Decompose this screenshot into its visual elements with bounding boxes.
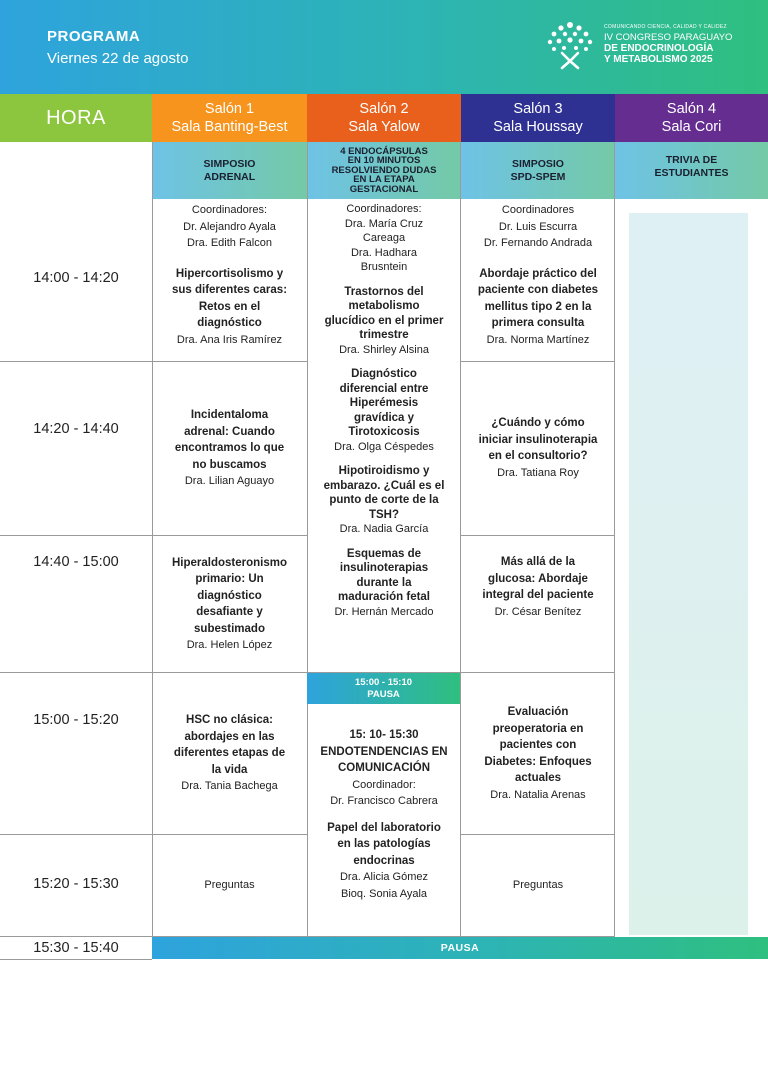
talk-title: diferentes etapas de	[173, 747, 286, 760]
talk-title: metabolismo	[348, 300, 420, 312]
speaker-name: Dra. Helen López	[186, 639, 273, 651]
column-header-salon-3	[461, 94, 615, 142]
talk-title: primera consulta	[491, 317, 585, 329]
talk-title: sus diferentes caras:	[171, 284, 288, 296]
speaker-name: Dra. Lilian Aguayo	[184, 475, 275, 488]
coordinators-label: Coordinadores	[501, 204, 575, 216]
talk-title: Papel del laboratorio	[327, 821, 441, 834]
salon-1-slot-1	[152, 202, 307, 360]
talk-title: TSH?	[368, 508, 400, 521]
grid-line	[460, 361, 615, 362]
talk-title: actuales	[514, 772, 562, 784]
salon-2-pause-banner	[307, 673, 460, 704]
coordinator-name: Dr. Fernando Andrada	[483, 237, 593, 249]
pause-time: 15:00 - 15:10	[354, 676, 413, 688]
talk-title: diferencial entre	[339, 382, 429, 395]
speaker-name: Dra. Ana Iris Ramírez	[176, 333, 283, 346]
talk-title: embarazo. ¿Cuál es el	[323, 479, 445, 492]
salon-2-name: Salón 2	[359, 101, 409, 117]
talk-title: primario: Un	[195, 573, 264, 585]
salon-2-capsules	[307, 202, 461, 672]
talk-title: endocrinas	[353, 854, 415, 867]
salon-1-questions	[152, 835, 307, 936]
talk-title: glucosa: Abordaje	[488, 572, 588, 585]
questions-label: Preguntas	[512, 879, 564, 892]
coordinators-label: Coordinadores:	[346, 203, 422, 215]
session-2-line-5: GESTACIONAL	[349, 183, 419, 195]
talk-title: adrenal: Cuando	[184, 425, 275, 438]
speaker-name: Dra. Tatiana Roy	[497, 466, 579, 479]
talk-title: paciente con diabetes	[477, 284, 599, 296]
pause-label: PAUSA	[367, 688, 400, 700]
talk-title: pacientes con	[499, 739, 577, 751]
time-slot-3: 14:40 - 15:00	[33, 554, 119, 570]
hora-label: HORA	[46, 107, 106, 129]
salon-3-slot-3	[461, 554, 615, 672]
trivia-placeholder-panel	[629, 213, 748, 935]
coordinator-name: Dr. Luis Escurra	[498, 220, 578, 233]
time-slot-5: 15:20 - 15:30	[33, 876, 119, 892]
session-2-line-1: 4 ENDOCÁPSULAS	[340, 145, 428, 157]
speaker-name: Dra. Olga Céspedes	[334, 440, 434, 453]
time-slot-2: 14:20 - 14:40	[33, 421, 119, 437]
column-header-salon-2	[307, 94, 461, 142]
session-header-salon-2	[307, 142, 461, 199]
talk-title: diagnóstico	[197, 317, 262, 329]
talk-title: Hipercortisolismo y	[175, 267, 284, 280]
salon-1-sala: Sala Banting-Best	[171, 119, 288, 135]
session-4-line-1: TRIVIA DE	[665, 154, 718, 166]
talk-title: Retos en el	[198, 300, 261, 313]
coordinator-name: Dr. Francisco Cabrera	[330, 795, 438, 807]
speaker-name: Dr. Hernán Mercado	[334, 605, 434, 618]
salon-3-slot-1	[461, 202, 615, 360]
talk-title: Evaluación	[507, 706, 569, 718]
talk-title: Tirotoxicosis	[348, 426, 420, 438]
salon-3-sala: Sala Houssay	[493, 119, 583, 135]
session-2-line-4: EN LA ETAPA	[353, 174, 415, 186]
logo-line-3: Y METABOLISMO 2025	[604, 54, 713, 65]
grid-line	[460, 535, 615, 536]
coordinator-name: Dra. Hadhara	[350, 246, 418, 259]
header-banner	[0, 0, 768, 94]
session-header-salon-4	[615, 142, 768, 199]
talk-title: insulinoterapias	[339, 562, 429, 574]
talk-title: en el consultorio?	[488, 450, 588, 462]
session-header-salon-1	[152, 142, 307, 199]
talk-title: Esquemas de	[346, 547, 422, 560]
program-title: PROGRAMA	[47, 28, 141, 45]
logo-line-2: DE ENDOCRINOLOGÍA	[604, 43, 714, 54]
salon-1-slot-4	[152, 673, 307, 834]
talk-title: iniciar insulinoterapia	[478, 433, 598, 446]
time-slot-6: 15:30 - 15:40	[33, 940, 119, 956]
time-slot-4: 15:00 - 15:20	[33, 712, 119, 728]
session-3-line-2: SPD-SPEM	[510, 170, 566, 183]
talk-title: Incidentaloma	[190, 409, 269, 422]
session-3-line-1: SIMPOSIO	[512, 157, 564, 170]
questions-label: Preguntas	[204, 879, 255, 892]
column-header-salon-4	[615, 94, 768, 142]
talk-title: abordajes en las	[184, 730, 275, 743]
session-header-salon-3	[461, 142, 615, 199]
talk-title: durante la	[356, 576, 412, 589]
salon-3-slot-2	[461, 415, 615, 535]
speaker-name: Dr. César Benítez	[494, 605, 582, 618]
pause-bar-label: PAUSA	[440, 942, 480, 954]
talk-title: maduración fetal	[337, 591, 431, 603]
speaker-name: Dra. Shirley Alsina	[339, 343, 429, 356]
salon-1-slot-2	[152, 362, 307, 535]
speaker-name: Dra. Tania Bachega	[181, 780, 278, 793]
talk-title: Hiperaldosteronismo	[171, 556, 288, 569]
speaker-name: Dra. Norma Martínez	[486, 333, 590, 346]
talk-title: Abordaje práctico del	[479, 267, 597, 280]
coordinator-name: Dr. Alejandro Ayala	[183, 220, 276, 233]
talk-title: Trastornos del	[344, 285, 424, 298]
salon-3-slot-4	[461, 673, 615, 834]
block-time: 15: 10- 15:30	[349, 729, 419, 741]
block-title: ENDOTENDENCIAS EN	[320, 745, 448, 758]
talk-title: en las patologías	[337, 838, 431, 850]
talk-title: no buscamos	[192, 458, 267, 471]
session-1-line-1: SIMPOSIO	[203, 157, 256, 170]
salon-2-endotendencias	[307, 727, 461, 936]
talk-title: desafiante y	[196, 606, 263, 618]
session-2-line-3: RESOLVIENDO DUDAS	[331, 164, 437, 176]
coordinators-label: Coordinadores:	[191, 204, 268, 216]
coordinator-name: Brusntein	[360, 261, 408, 273]
logo-line-1: IV CONGRESO PARAGUAYO	[604, 32, 733, 43]
talk-title: Diagnóstico	[351, 368, 417, 380]
salon-3-questions	[461, 835, 615, 936]
salon-1-slot-3	[152, 536, 307, 672]
coordinator-label: Coordinador:	[352, 778, 416, 791]
block-title: COMUNICACIÓN	[338, 762, 430, 774]
congress-logo-text	[604, 24, 732, 65]
talk-title: la vida	[211, 763, 248, 776]
talk-title: preoperatoria en	[492, 722, 584, 735]
column-header-salon-1	[152, 94, 307, 142]
salon-3-name: Salón 3	[513, 101, 563, 117]
talk-title: glucídico en el primer	[324, 314, 444, 327]
grid-line	[0, 959, 152, 960]
speaker-name: Bioq. Sonia Ayala	[340, 887, 428, 900]
talk-title: punto de corte de la	[329, 494, 439, 506]
talk-title: HSC no clásica:	[186, 714, 273, 727]
logo-tagline: COMUNICANDO CIENCIA, CALIDAD Y CALIDEZ	[604, 24, 727, 30]
speaker-name: Dra. Natalia Arenas	[490, 788, 586, 801]
talk-title: Más allá de la	[500, 556, 576, 568]
talk-title: Hipotiroidismo y	[338, 465, 430, 477]
talk-title: mellitus tipo 2 en la	[484, 300, 592, 313]
talk-title: diagnóstico	[197, 589, 262, 602]
speaker-name: Dra. Nadia García	[339, 523, 429, 535]
talk-title: Hiperémesis	[349, 397, 419, 409]
program-date: Viernes 22 de agosto	[47, 50, 189, 67]
coordinator-name: Dra. Edith Falcon	[187, 237, 272, 249]
salon-1-name: Salón 1	[204, 101, 255, 117]
salon-4-sala: Sala Cori	[661, 119, 722, 135]
speaker-name: Dra. Alicia Gómez	[339, 871, 429, 883]
talk-title: integral del paciente	[482, 589, 594, 601]
coordinator-name: Dra. María Cruz	[344, 217, 424, 230]
time-slot-1: 14:00 - 14:20	[33, 270, 119, 286]
session-1-line-2: ADRENAL	[203, 170, 256, 183]
talk-title: encontramos lo que	[174, 442, 285, 455]
salon-2-sala: Sala Yalow	[348, 119, 420, 135]
coordinator-name: Careaga	[362, 232, 406, 244]
column-header-hora	[0, 94, 152, 142]
pause-bar	[152, 937, 768, 959]
talk-title: Diabetes: Enfoques	[484, 755, 592, 768]
talk-title: trimestre	[359, 329, 409, 341]
congress-logo-icon	[545, 20, 595, 70]
session-4-line-2: ESTUDIANTES	[654, 167, 729, 179]
session-2-line-2: EN 10 MINUTOS	[347, 155, 421, 167]
talk-title: ¿Cuándo y cómo	[491, 417, 585, 429]
talk-title: subestimado	[194, 622, 265, 635]
talk-title: gravídica y	[353, 411, 415, 424]
salon-4-name: Salón 4	[666, 101, 717, 117]
